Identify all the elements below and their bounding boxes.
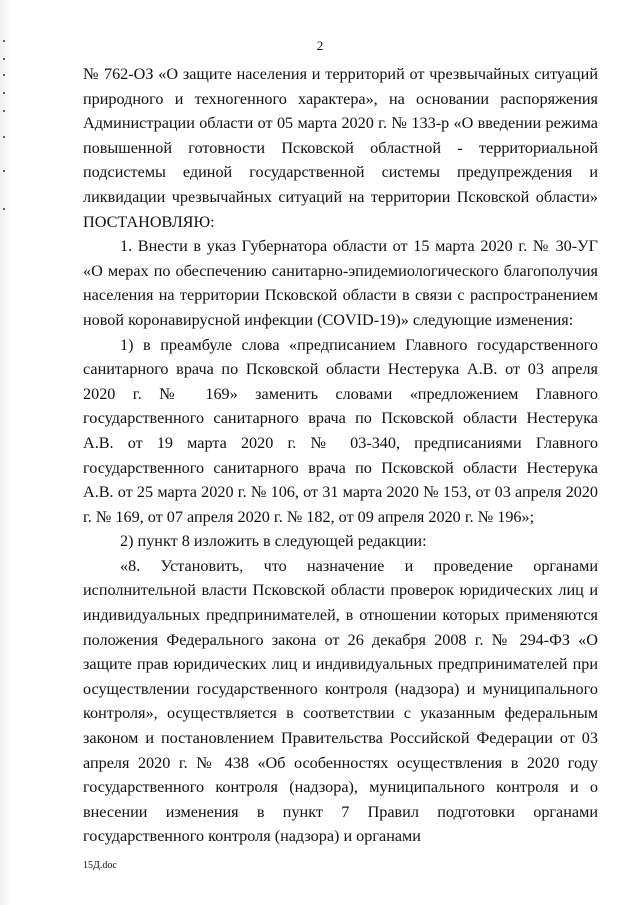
paragraph-preamble-continued: № 762-ОЗ «О защите населения и территорий от чрезвычайных ситуаций природного и техногенного характера», на основании распоряжения Администрации области от 05 марта 2020 г. № 133-р «О введении режима повышенной готовности Псковской областной - территориальной подсистемы единой государственной системы предупреждения и ликвидации чрезвычайных ситуаций на территории Псковской области» ПОСТАНОВЛЯЮ: — [83, 65, 598, 231]
document-body — [83, 62, 598, 849]
paragraph-subitem-1: 1) в преамбуле слова «предписанием Главного государственного санитарного врача по Псковской области Нестерука А.В. от 03 апреля 2020 г. № 169» заменить словами «предложением Главного государственного санитарного врача по Псковской области Нестерука А.В. от 19 марта 2020 г. № 03-340, предписаниями Главного государственного санитарного врача по Псковской области Нестерука А.В. от 25 марта 2020 г. № 106, от 31 марта 2020 № 153, от 03 апреля 2020 г. № 169, от 07 апреля 2020 г. № 182, от 09 апреля 2020 г. № 196»; — [83, 335, 598, 526]
paragraph-subitem-2: 2) пункт 8 изложить в следующей редакции: — [120, 532, 427, 551]
scan-edge-marks — [3, 40, 9, 240]
footer-filename: 15Д.doc — [83, 860, 117, 871]
paragraph-item-1: 1. Внести в указ Губернатора области от 15 марта 2020 г. № 30-УГ «О мерах по обеспечению санитарно-эпидемиологического благополучия населения на территории Псковской области в связи с распространением новой коронавирусной инфекции (COVID-19)» следующие изменения: — [83, 237, 598, 329]
paragraph-point-8: «8. Установить, что назначение и проведение органами исполнительной власти Псковской области проверок юридических лиц и индивидуальных предпринимателей, в отношении которых применяются положения Федерального закона от 26 декабря 2008 г. № 294-ФЗ «О защите прав юридических лиц и индивидуальных предпринимателей при осуществлении государственного контроля (надзора) и муниципального контроля», осуществляется в соответствии с указанным федеральным законом и постановлением Правительства Российской Федерации от 03 апреля 2020 г. № 438 «Об особенностях осуществления в 2020 году государственного контроля (надзора), муниципального контроля и о внесении изменения в пункт 7 Правил подготовки органами государственного контроля (надзора) и органами — [83, 556, 598, 846]
page-number: 2 — [316, 38, 324, 53]
